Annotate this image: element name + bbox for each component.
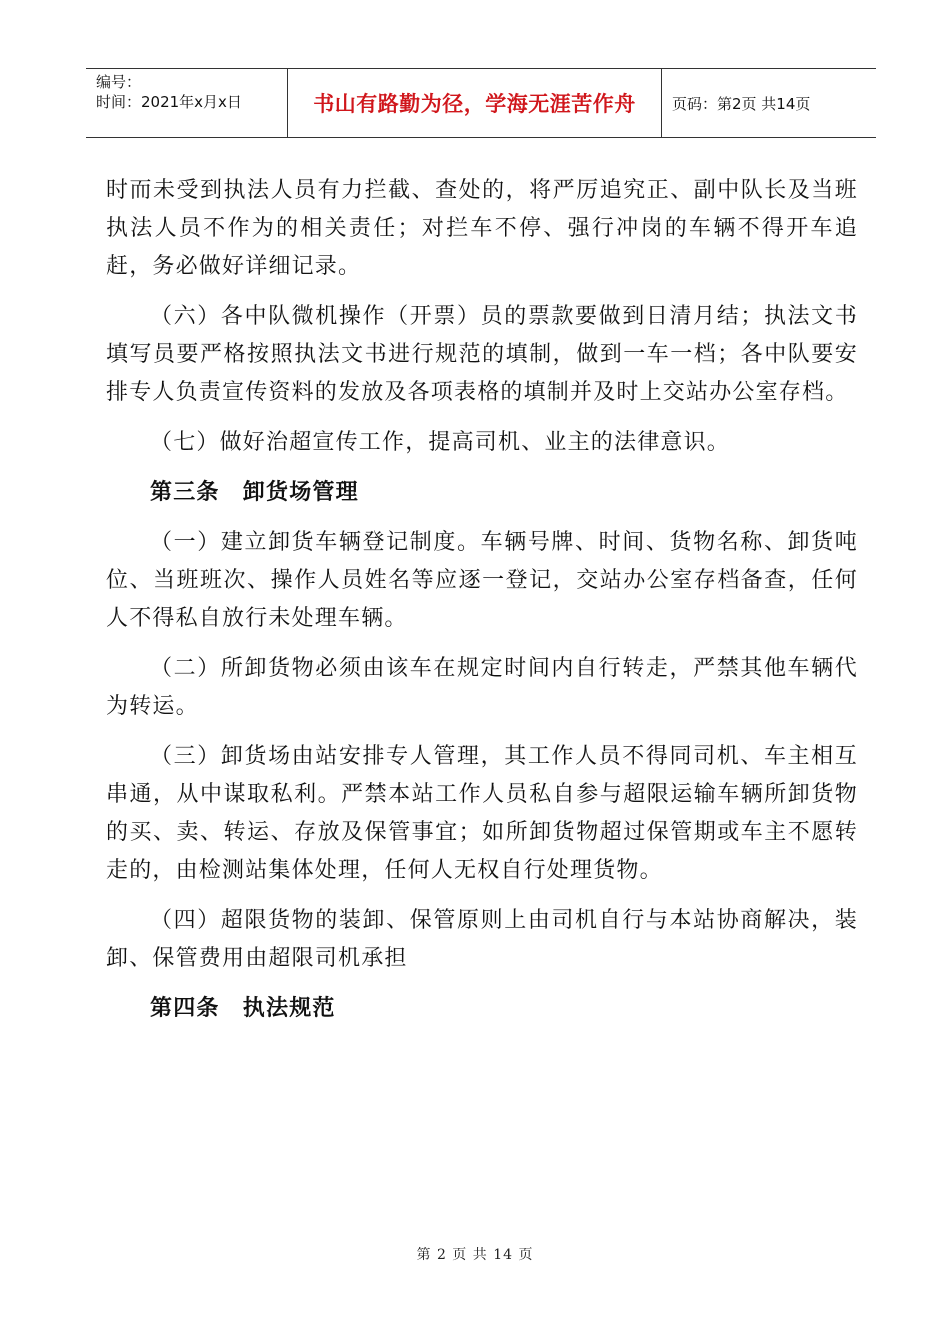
section-heading-article-4: 第四条 执法规范: [150, 996, 336, 1021]
paragraph-item-3: （三）卸货场由站安排专人管理，其工作人员不得同司机、车主相互串通，从中谋取私利。严禁本站工作人员私自参与超限运输车辆所卸货物的买、卖、转运、存放及保管事宜；如所卸货物超过保管期或车主不愿转走的，由检测站集体处理，任何人无权自行处理货物。: [106, 744, 858, 883]
document-body: [106, 172, 858, 1040]
document-time: 时间：2021年x月x日: [96, 93, 242, 111]
paragraph-continuation: 时而未受到执法人员有力拦截、查处的，将严厉追究正、副中队长及当班执法人员不作为的相关责任；对拦车不停、强行冲岗的车辆不得开车追赶，务必做好详细记录。: [106, 178, 858, 279]
paragraph-item-2: （二）所卸货物必须由该车在规定时间内自行转走，严禁其他车辆代为转运。: [106, 656, 858, 719]
header-motto: 书山有路勤为径，学海无涯苦作舟: [288, 69, 662, 137]
document-number: 编号：: [96, 73, 142, 91]
paragraph-item-4: （四）超限货物的装卸、保管原则上由司机自行与本站协商解决，装卸、保管费用由超限司机承担: [106, 908, 858, 971]
paragraph-item-6: （六）各中队微机操作（开票）员的票款要做到日清月结；执法文书填写员要严格按照执法文书进行规范的填制，做到一车一档；各中队要安排专人负责宣传资料的发放及各项表格的填制并及时上交站办公室存档。: [106, 304, 858, 405]
page-footer: 第 2 页 共 14 页: [416, 1247, 534, 1263]
page-header: [86, 68, 876, 138]
paragraph-item-1: （一）建立卸货车辆登记制度。车辆号牌、时间、货物名称、卸货吨位、当班班次、操作人员姓名等应逐一登记，交站办公室存档备查，任何人不得私自放行未处理车辆。: [106, 530, 858, 631]
header-page-number: 页码：第2页 共14页: [672, 94, 811, 113]
section-heading-article-3: 第三条 卸货场管理: [150, 480, 359, 505]
header-meta: [86, 69, 288, 137]
paragraph-item-7: （七）做好治超宣传工作，提高司机、业主的法律意识。: [150, 430, 731, 455]
